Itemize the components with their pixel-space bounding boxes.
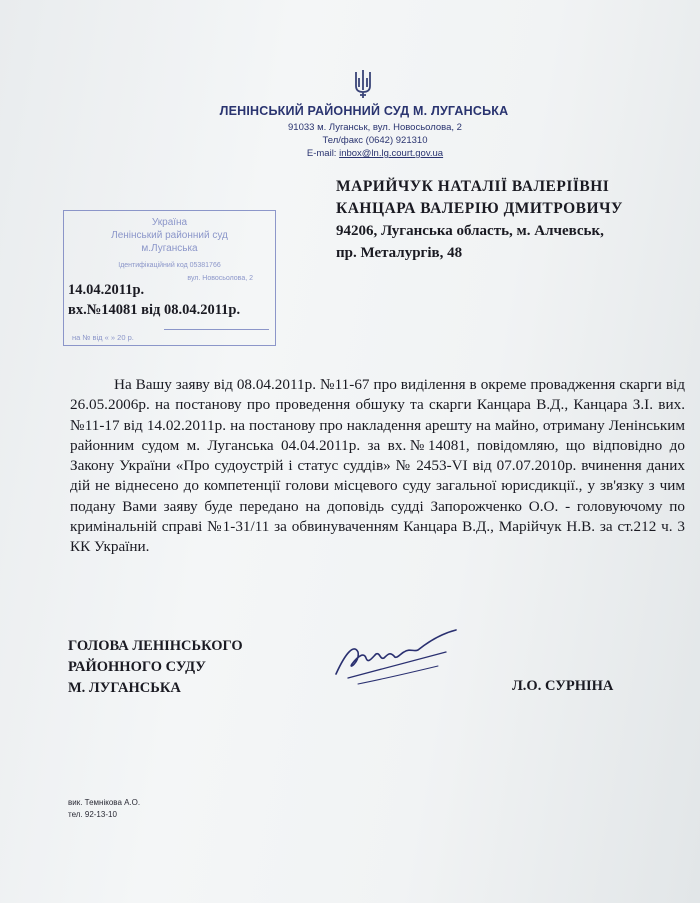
addressee-name-2: КАНЦАРА ВАЛЕРІЮ ДМИТРОВИЧУ	[336, 200, 623, 217]
court-address: 91033 м. Луганськ, вул. Новосьолова, 2	[288, 122, 462, 133]
body-paragraph: На Вашу заяву від 08.04.2011р. №11-67 про виділення в окреме провадження скарги від 26.05.2006р. на постанову про проведення обшуку та скарги Канцара В.Д., Канцара З.І. вих.№11-17 від 14.02.2011р. на постанову про накладення арешту на майно, отриману Ленінським районним судом м. Луганська 04.04.2011р. за вх.№14081, повідомляю, що відповідно до Закону України «Про судоустрій і статус суддів» № 2453-VI від 07.07.2010р. вчинення даних дій не віднесено до компетенції голови місцевого суду загальної юрисдикції., у зв'язку з чим подану Вами заяву буде передано на доповідь судді Запорожченко О.О. - головуючому по кримінальній справі №1-31/11 за обвинуваченням Канцара В.Д., Марійчук Н.В. за ст.212 ч. 3 КК України.	[70, 376, 685, 556]
signatory-title-line-1: ГОЛОВА ЛЕНІНСЬКОГО	[68, 638, 243, 654]
registration-stamp	[63, 210, 276, 346]
email-prefix: E-mail:	[306, 148, 340, 159]
stamp-city: м.Луганська	[141, 243, 198, 254]
addressee-address: 94206, Луганська область, м. Алчевськ,	[336, 223, 604, 239]
registration-date: 14.04.2011р.	[68, 282, 145, 298]
stamp-street: вул. Новосьолова, 2	[187, 275, 253, 282]
executor-name: вик. Темнікова А.О.	[68, 798, 141, 807]
signer-name: Л.О. СУРНІНА	[512, 678, 614, 694]
addressee-name-1: МАРИЙЧУК НАТАЛІЇ ВАЛЕРІЇВНІ	[336, 178, 610, 195]
executor-phone: тел. 92-13-10	[68, 810, 117, 819]
stamp-ref-line: на № від « » 20 р.	[72, 333, 134, 342]
executor-info	[68, 797, 140, 821]
stamp-rule	[164, 329, 269, 330]
trident-emblem-icon	[352, 68, 374, 100]
signatory-title-line-2: РАЙОННОГО СУДУ	[68, 659, 206, 675]
handwritten-signature	[318, 622, 468, 692]
court-email	[0, 148, 700, 159]
stamp-country: Україна	[151, 217, 188, 228]
stamp-id-code: Ідентифікаційний код 05381766	[118, 262, 221, 269]
addressee-street: пр. Металургів, 48	[336, 245, 463, 261]
signatory-title	[68, 636, 243, 699]
letter-body	[70, 375, 685, 558]
stamp-court: Ленінський районний суд	[111, 230, 228, 241]
court-phone: Тел/факс (0642) 921310	[322, 135, 428, 146]
signatory-title-line-3: М. ЛУГАНСЬКА	[68, 680, 181, 696]
court-name: ЛЕНІНСЬКИЙ РАЙОННИЙ СУД М. ЛУГАНСЬКА	[219, 104, 509, 118]
registration-number: вх.№14081 від 08.04.2011р.	[68, 302, 241, 318]
email-link[interactable]: inbox@ln.lg.court.gov.ua	[339, 148, 444, 159]
addressee-block	[336, 176, 623, 264]
